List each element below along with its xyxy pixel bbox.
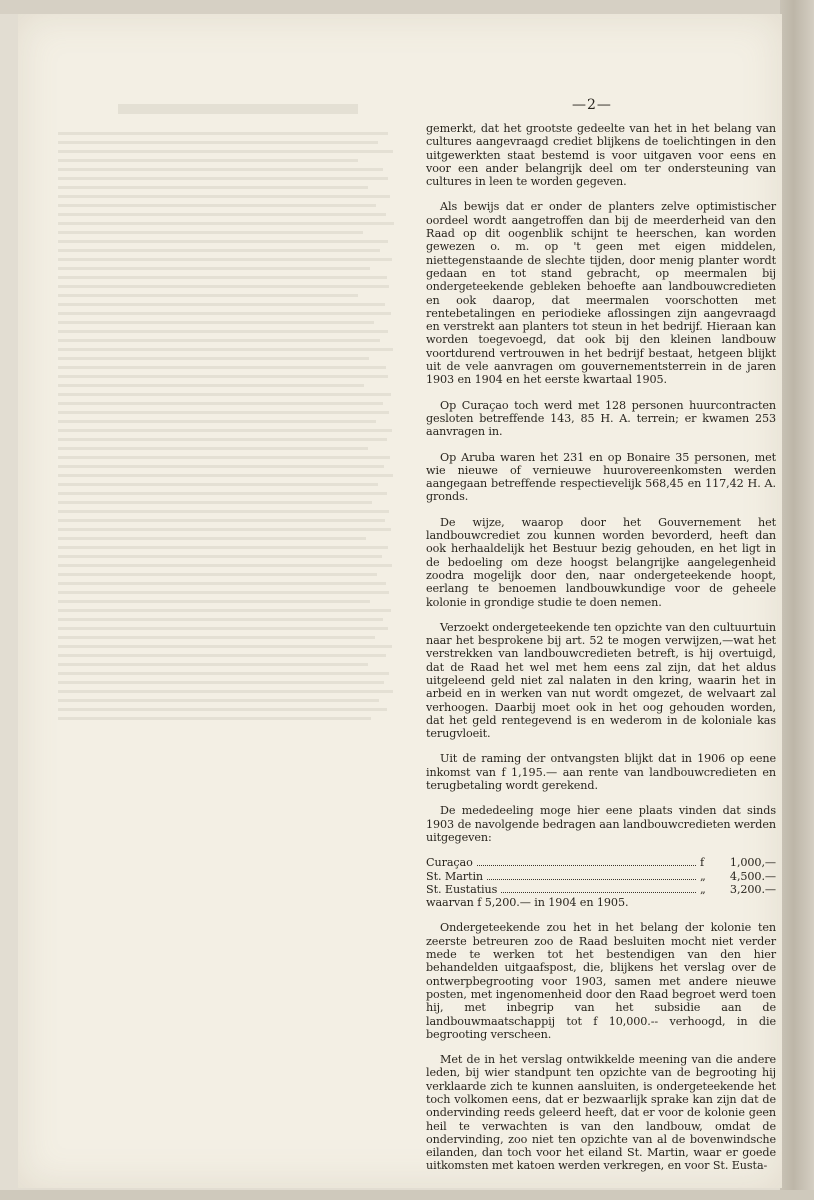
- paragraph: De wijze, waarop door het Gouvernement het landbouwcrediet zou kunnen worden bevorderd, heeft dan ook herhaaldelijk het Bestuur bezig gehouden, en het ligt in de bedoeling om deze hoogst belangrijke aangelegenheid zoodra mogelijk door den, naar ondergeteekende hoopt, eerlang te benoemen landbouwkundige voor de geheele kolonie in grondige studie te doen nemen.: [426, 515, 776, 609]
- paragraph: Als bewijs dat er onder de planters zelve optimistischer oordeel wordt aangetroffen dan bij de meerderheid van den Raad op dit oogenblik schijnt te heerschen, kan worden gewezen o. m. op 't geen met eigen middelen, niettegenstaande de slechte tijden, door menig planter wordt gedaan en tot stand gebracht, op meermalen bij ondergeteekende gebleken behoefte aan landbouwcredieten en ook daarop, dat meermalen voorschotten met rentebetalingen en periodieke aflossingen zijn aangevraagd en verstrekt aan planters tot steun in het bedrijf. Hieraan kan worden toegevoegd, dat ook bij den kleinen landbouw voortdurend vertrouwen in het bedrijf bestaat, hetgeen blijkt uit de vele aanvragen om gouvernementsterrein in de jaren 1903 en 1904 en het eerste kwartaal 1905.: [426, 200, 776, 387]
- page-number: —2—: [572, 97, 612, 113]
- paragraph: gemerkt, dat het grootste gedeelte van het in het belang van cultures aangevraagd crediet blijkens de toelichtingen in den uitgewerkten staat bestemd is voor uitgaven voor eens en voor een ander belangrijk deel om ter ondersteuning van cultures in leen te worden gegeven.: [426, 122, 776, 189]
- scan-border-top: [0, 0, 814, 14]
- ledger-place: St. Martin: [426, 869, 484, 883]
- ledger-note: waarvan f 5,200.— in 1904 en 1905.: [426, 896, 629, 910]
- ledger-row: [426, 856, 776, 869]
- paragraph: Ondergeteekende zou het in het belang der kolonie ten zeerste betreuren zoo de Raad besluiten mocht niet verder mede te werken tot het bestendigen van den hier behandelden uitgaafspost, die, blijkens het verslag over de ontwerpbegrooting voor 1903, samen met andere nieuwe posten, met ingenomenheid door den Raad begroet werd toen hij, met inbegrip van het subsidie aan de landbouwmaatschappij tot f 10,000.-- verhoogd, in die begrooting verscheen.: [426, 921, 776, 1041]
- ledger-amount: 4,500.—: [729, 869, 776, 883]
- leader-dots: [501, 883, 696, 893]
- scan-border-right: [780, 0, 814, 1200]
- text-column: [426, 122, 776, 1185]
- paragraph: Op Aruba waren het 231 en op Bonaire 35 personen, met wie nieuwe of vernieuwe huurovereenkomsten werden aangegaan betreffende respectievelijk 568,45 en 117,42 H. A. gronds.: [426, 450, 776, 504]
- ledger-currency: „: [700, 869, 706, 883]
- ledger-place: St. Eustatius: [426, 882, 498, 896]
- ledger-amount: 3,200.—: [729, 882, 776, 896]
- scan-border-bottom: [0, 1190, 814, 1200]
- ledger-row: [426, 883, 776, 896]
- leader-dots: [487, 870, 696, 880]
- ledger-row: [426, 870, 776, 883]
- leader-dots: [477, 856, 696, 866]
- paragraph: Op Curaçao toch werd met 128 personen huurcontracten gesloten betreffende 143, 85 H. A. terrein; er kwamen 253 aanvragen in.: [426, 398, 776, 439]
- paragraph: De mededeeling moge hier eene plaats vinden dat sinds 1903 de navolgende bedragen aan landbouwcredieten werden uitgegeven:: [426, 804, 776, 844]
- ledger-amount: 1,000,—: [729, 856, 776, 870]
- paragraph: Met de in het verslag ontwikkelde meening van die andere leden, bij wier standpunt ten opzichte van de begrooting hij verklaarde zich te kunnen aansluiten, is ondergeteekende het toch volkomen eens, dat er bezwaarlijk sprake kan zijn dat de ondervinding reeds geleerd heeft, dat er voor de kolonie geen heil te verwachten is van den landbouw, omdat de ondervinding, zoo niet ten opzichte van al de bovenwindsche eilanden, dan toch voor het eiland St. Martin, waar er goede uitkomsten met katoen werden verkregen, en voor St. Eusta-: [426, 1053, 776, 1173]
- paragraph: Verzoekt ondergeteekende ten opzichte van den cultuurtuin naar het besprokene bij art. 52 te mogen verwijzen,—wat het verstrekken van landbouwcredieten betreft, is hij overtuigd, dat de Raad het wel met hem eens zal zijn, dat het aldus uitgeleend geld niet zal nalaten in den kring, waarin het in arbeid en in werken van nut wordt omgezet, de welvaart zal verhoogen. Daarbij moet ook in het oog gehouden worden, dat het geld rentegevend is en wederom in de koloniale kas terugvloeit.: [426, 620, 776, 741]
- ledger-place: Curaçao: [426, 856, 473, 870]
- paragraph: Uit de raming der ontvangsten blijkt dat in 1906 op eene inkomst van f 1,195.— aan rente van landbouwcredieten en terugbetaling wordt gerekend.: [426, 752, 776, 793]
- bleed-through-text: [58, 104, 408, 724]
- credit-ledger: [426, 856, 776, 909]
- ledger-currency: „: [700, 882, 706, 896]
- ledger-currency: f: [700, 856, 705, 870]
